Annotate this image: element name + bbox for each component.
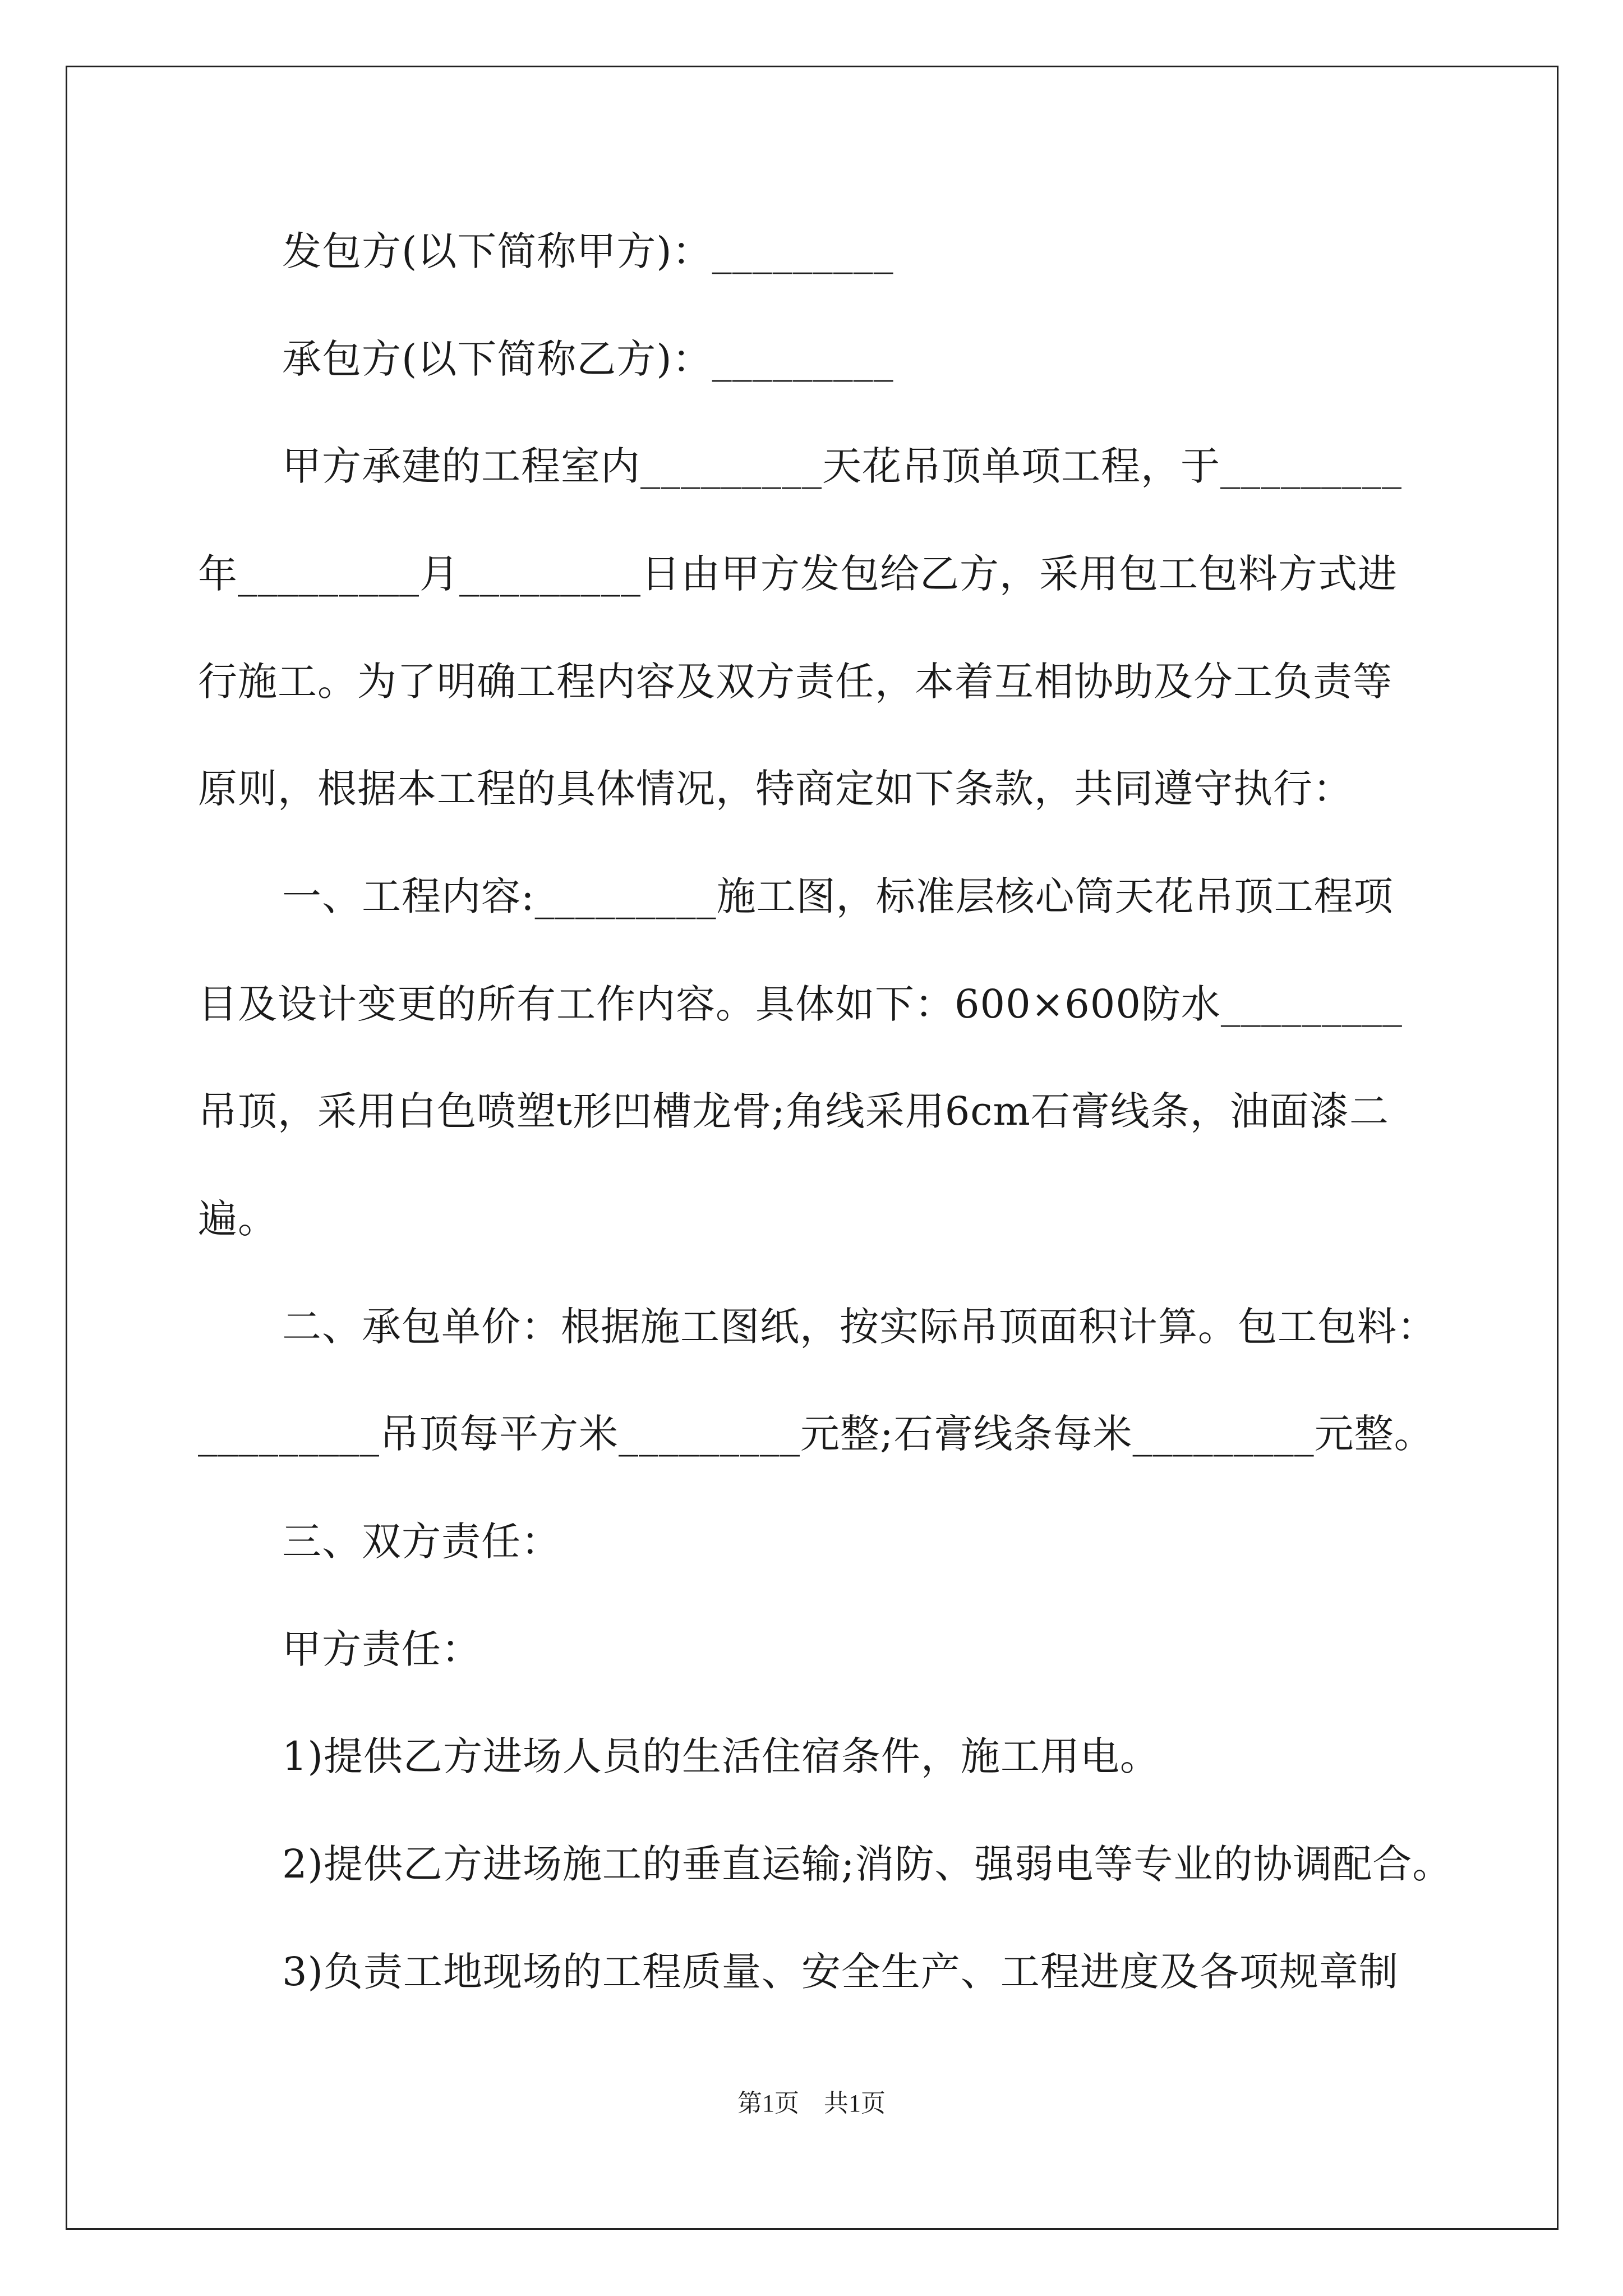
- section-2-line: _________吊顶每平方米_________元整;石膏线条每米_________元整。: [198, 1411, 1434, 1457]
- intro-paragraph-line: 甲方承建的工程室内_________天花吊顶单项工程，于_________: [282, 443, 1402, 489]
- page-frame: [66, 66, 1559, 2230]
- section-1-line: 吊顶，采用白色喷塑t形凹槽龙骨;角线采用6cm石膏线条，油面漆二: [198, 1088, 1389, 1134]
- section-1-line: 目及设计变更的所有工作内容。具体如下：600×600防水_________: [198, 981, 1403, 1027]
- page-number-footer: 第1页 共1页: [737, 2090, 886, 2117]
- intro-paragraph-line: 行施工。为了明确工程内容及双方责任，本着互相协助及分工负责等: [198, 659, 1393, 705]
- section-1-line: 遍。: [198, 1196, 278, 1242]
- duty-item-3: 3)负责工地现场的工程质量、安全生产、工程进度及各项规章制: [282, 1949, 1399, 1995]
- intro-paragraph-line: 原则，根据本工程的具体情况，特商定如下条款，共同遵守执行：: [198, 766, 1353, 812]
- party-b-line: 承包方(以下简称乙方)：_________: [282, 336, 894, 382]
- duty-item-1: 1)提供乙方进场人员的生活住宿条件，施工用电。: [282, 1733, 1160, 1779]
- party-a-duties-heading: 甲方责任：: [282, 1626, 481, 1672]
- section-1-line: 一、工程内容:_________施工图，标准层核心筒天花吊顶工程项: [282, 873, 1394, 919]
- section-2-line: 二、承包单价：根据施工图纸，按实际吊顶面积计算。包工包料：: [282, 1304, 1437, 1350]
- duty-item-2: 2)提供乙方进场施工的垂直运输;消防、强弱电等专业的协调配合。: [282, 1841, 1453, 1887]
- section-3-heading: 三、双方责任：: [282, 1519, 561, 1565]
- intro-paragraph-line: 年_________月_________日由甲方发包给乙方，采用包工包料方式进: [198, 551, 1398, 597]
- party-a-line: 发包方(以下简称甲方)：_________: [282, 228, 894, 274]
